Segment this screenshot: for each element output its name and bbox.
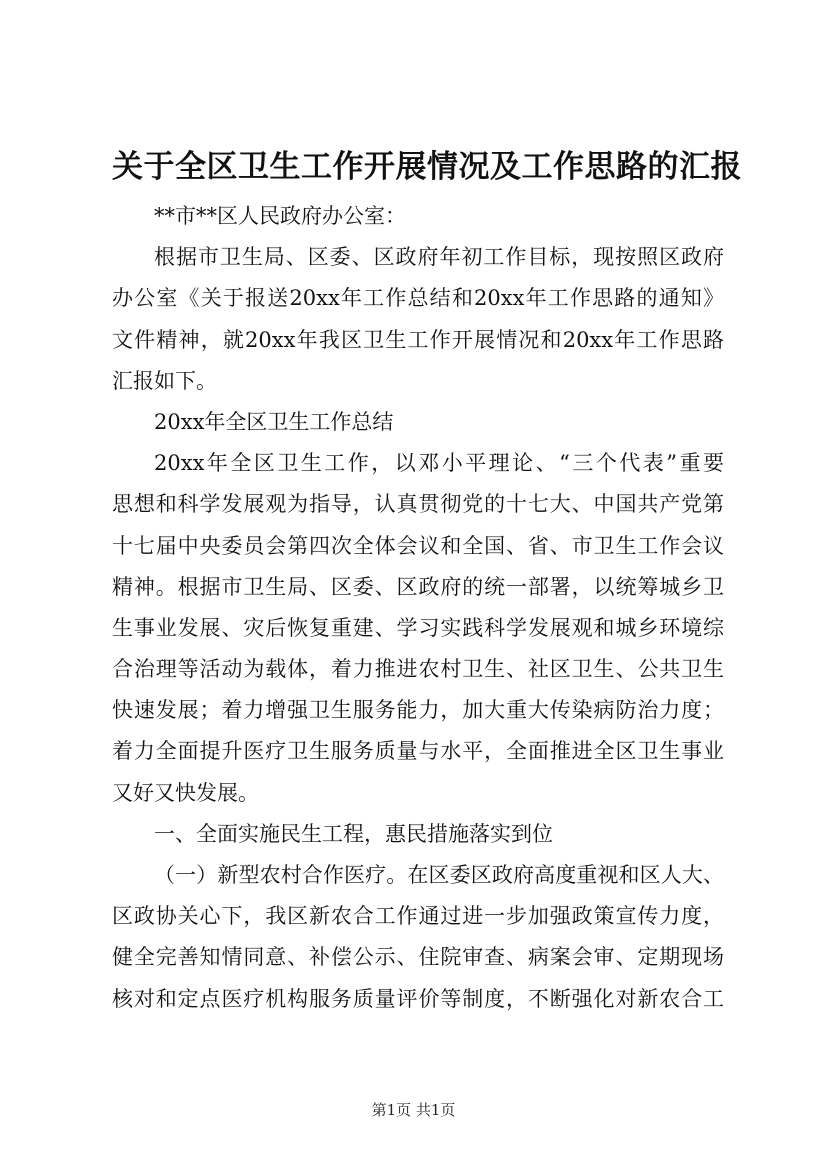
text-line: 20xx年全区卫生工作，以邓小平理论、“三个代表”重要 <box>154 451 724 476</box>
text-line: 20xx年全区卫生工作总结 <box>154 409 394 434</box>
text-line: 十七届中央委员会第四次全体会议和全国、省、市卫生工作会议 <box>112 533 724 558</box>
text-line: 着力全面提升医疗卫生服务质量与水平，全面推进全区卫生事业 <box>112 739 724 764</box>
text-line: 核对和定点医疗机构服务质量评价等制度，不断强化对新农合工 <box>112 986 724 1011</box>
text-line: 一、全面实施民生工程，惠民措施落实到位 <box>154 821 553 846</box>
text-line: 汇报如下。 <box>112 368 217 393</box>
page-footer: 第1页 共1页 <box>371 1101 456 1119</box>
text-line: 精神。根据市卫生局、区委、区政府的统一部署，以统筹城乡卫 <box>112 574 724 599</box>
text-line: 根据市卫生局、区委、区政府年初工作目标，现按照区政府 <box>154 245 724 270</box>
text-line: 又好又快发展。 <box>112 780 259 805</box>
text-line: 合治理等活动为载体，着力推进农村卫生、社区卫生、公共卫生 <box>112 657 724 682</box>
text-line: （一）新型农村合作医疗。在区委区政府高度重视和区人大、 <box>154 863 724 887</box>
text-line: 办公室《关于报送20xx年工作总结和20xx年工作思路的通知》 <box>112 286 724 311</box>
text-line: 健全完善知情同意、补偿公示、住院审查、病案会审、定期现场 <box>112 945 724 970</box>
text-line: 文件精神，就20xx年我区卫生工作开展情况和20xx年工作思路 <box>112 327 724 352</box>
document-title: 关于全区卫生工作开展情况及工作思路的汇报 <box>112 149 742 185</box>
text-line: 思想和科学发展观为指导，认真贯彻党的十七大、中国共产党第 <box>112 492 724 517</box>
document-body <box>112 196 724 1020</box>
text-line: **市**区人民政府办公室： <box>154 204 406 228</box>
text-line: 快速发展；着力增强卫生服务能力，加大重大传染病防治力度； <box>112 698 724 723</box>
text-line: 区政协关心下，我区新农合工作通过进一步加强政策宣传力度， <box>112 904 724 929</box>
text-line: 生事业发展、灾后恢复重建、学习实践科学发展观和城乡环境综 <box>112 615 724 640</box>
